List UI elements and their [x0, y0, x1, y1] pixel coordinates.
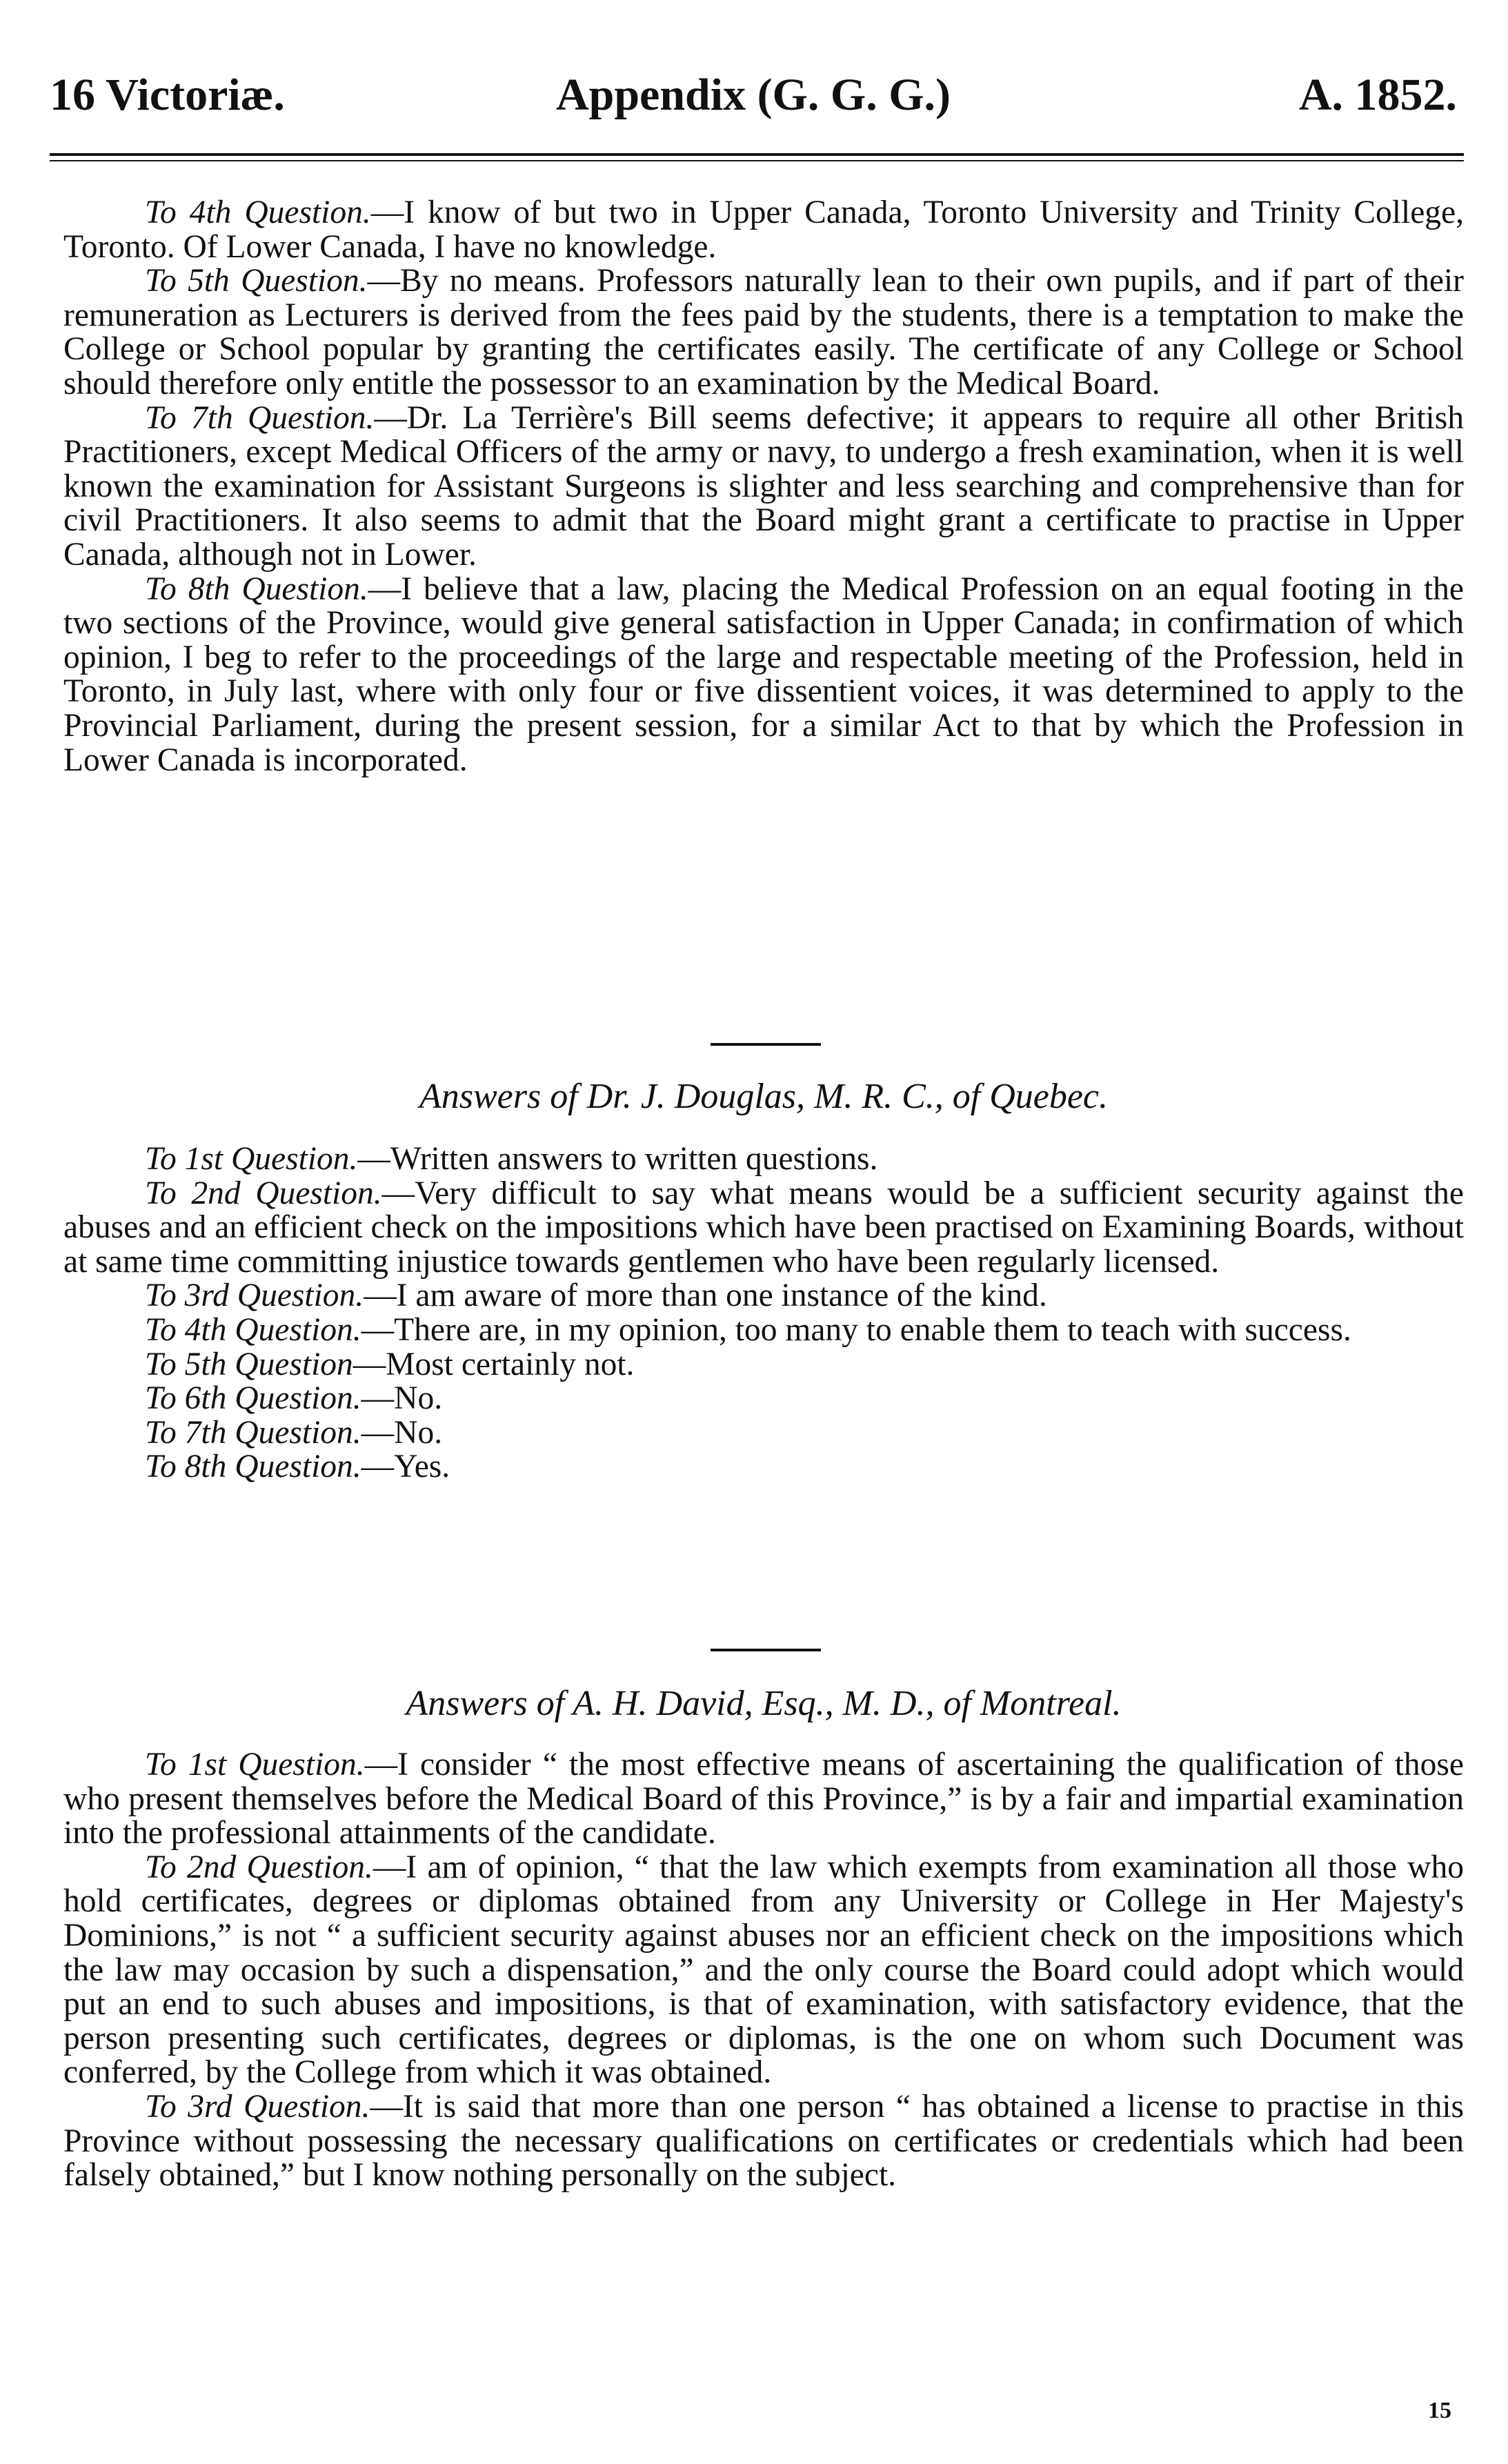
question-label: To 1st Question. [145, 1747, 365, 1782]
section-divider [711, 1649, 821, 1651]
answer-paragraph [63, 264, 1464, 401]
question-label: To 5th Question [145, 1346, 353, 1382]
answer-text: —I believe that a law, placing the Medical Profession on an equal footing in the two sections of the Province, would give general satisfaction in Upper Canada; in confirmation of which opinion, I beg to refer to the proceedings of the large and respectable meeting of the Profession, held in Toronto, in July last, where with only four or five dissentient voices, it was determined to apply to the Provincial Parliament, during the present session, for a similar Act to that by which the Profession in Lower Canada is incorporated. [63, 570, 1464, 778]
answer-text: —Very difficult to say what means would be a sufficient security against the abuses and an efficient check on the impositions which have been practised on Examining Boards, without at same time committing injustice towards gentlemen who have been regularly licensed. [63, 1175, 1465, 1280]
section-continued-answers [63, 196, 1464, 777]
section-heading-douglas: Answers of Dr. J. Douglas, M. R. C., of Quebec. [419, 1077, 1109, 1116]
answer-paragraph [63, 1279, 1464, 1313]
section-divider [711, 1043, 821, 1046]
answer-paragraph [63, 1313, 1464, 1348]
question-label: To 1st Question. [145, 1141, 358, 1177]
answer-paragraph [63, 401, 1464, 573]
question-label: To 2nd Question. [145, 1849, 373, 1885]
header-rule [50, 153, 1464, 161]
answer-text: —There are, in my opinion, too many to enable them to teach with success. [361, 1311, 1351, 1348]
answer-text: —Yes. [361, 1449, 450, 1485]
answer-text: —No. [361, 1414, 443, 1451]
answer-paragraph [63, 1748, 1464, 1851]
answer-text: —I consider “ the most effective means of ascertaining the qualification of those who present themselves before the Medical Board of this Province,” is by a fair and impartial examination into the professional attainments of the candidate. [63, 1747, 1464, 1851]
question-label: To 8th Question. [145, 570, 368, 607]
answer-paragraph [63, 1142, 1464, 1177]
header-session: 16 Victoriæ. [50, 70, 285, 120]
question-label: To 3rd Question. [145, 1278, 364, 1314]
header-year: A. 1852. [1298, 70, 1457, 120]
question-label: To 3rd Question. [145, 2088, 370, 2125]
answer-paragraph [63, 2090, 1464, 2193]
answer-paragraph [63, 1450, 1464, 1484]
question-label: To 7th Question. [145, 399, 375, 436]
answer-text: —By no means. Professors naturally lean to their own pupils, and if part of their remuneration as Lecturers is derived from the fees paid by the students, there is a temptation to make the College or School popular by granting the certificates easily. The certificate of any College or School should therefore only entitle the possessor to an examination by the Medical Board. [63, 263, 1464, 401]
section-douglas-answers [63, 1142, 1464, 1484]
section-heading-david: Answers of A. H. David, Esq., M. D., of Montreal. [406, 1684, 1122, 1723]
answer-paragraph [63, 1416, 1464, 1451]
page-number: 15 [1428, 2398, 1451, 2423]
question-label: To 4th Question. [145, 1311, 361, 1348]
answer-paragraph [63, 196, 1464, 264]
question-label: To 5th Question. [145, 263, 368, 299]
question-label: To 2nd Question. [145, 1175, 382, 1211]
question-label: To 6th Question. [145, 1380, 361, 1417]
header-appendix: Appendix (G. G. G.) [555, 70, 951, 120]
question-label: To 8th Question. [145, 1449, 361, 1485]
answer-text: —It is said that more than one person “ has obtained a license to practise in this Province without possessing the necessary qualifications on certificates or credentials which had been falsely obtained,” but I know nothing personally on the subject. [63, 2088, 1464, 2194]
answer-text: —Dr. La Terrière's Bill seems defective; it appears to require all other British Practitioners, except Medical Officers of the army or navy, to undergo a fresh examination, when it is well known the examination for Assistant Surgeons is slighter and less searching and comprehensive than for civil Practitioners. It also seems to admit that the Board might grant a certificate to practise in Upper Canada, although not in Lower. [63, 399, 1464, 573]
answer-text: —I am of opinion, “ that the law which exempts from examination all those who hold certificates, degrees or diplomas obtained from any University or College in Her Majesty's Dominions,” is not “ a sufficient security against abuses nor an efficient check on the impositions which the law may occasion by such a dispensation,” and the only course the Board could adopt which would put an end to such abuses and impositions, is that of examination, with satisfactory evidence, that the person presenting such certificates, degrees or diplomas, is the one on whom such Document was conferred, by the College from which it was obtained. [63, 1849, 1464, 2091]
answer-paragraph [63, 1177, 1464, 1280]
answer-text: —No. [361, 1380, 443, 1417]
question-label: To 7th Question. [145, 1414, 361, 1451]
answer-text: —Most certainly not. [353, 1346, 635, 1382]
question-label: To 4th Question. [145, 195, 371, 230]
answer-text: —I am aware of more than one instance of the kind. [364, 1278, 1047, 1314]
page-header [50, 61, 1457, 130]
section-david-answers [63, 1748, 1464, 2193]
answer-text: —I know of but two in Upper Canada, Toronto University and Trinity College, Toronto. Of Lower Canada, I have no knowledge. [63, 195, 1464, 265]
answer-paragraph [63, 570, 1464, 778]
answer-paragraph [63, 1851, 1464, 2090]
answer-paragraph [63, 1382, 1464, 1416]
answer-paragraph [63, 1348, 1464, 1382]
answer-text: —Written answers to written questions. [357, 1141, 878, 1177]
